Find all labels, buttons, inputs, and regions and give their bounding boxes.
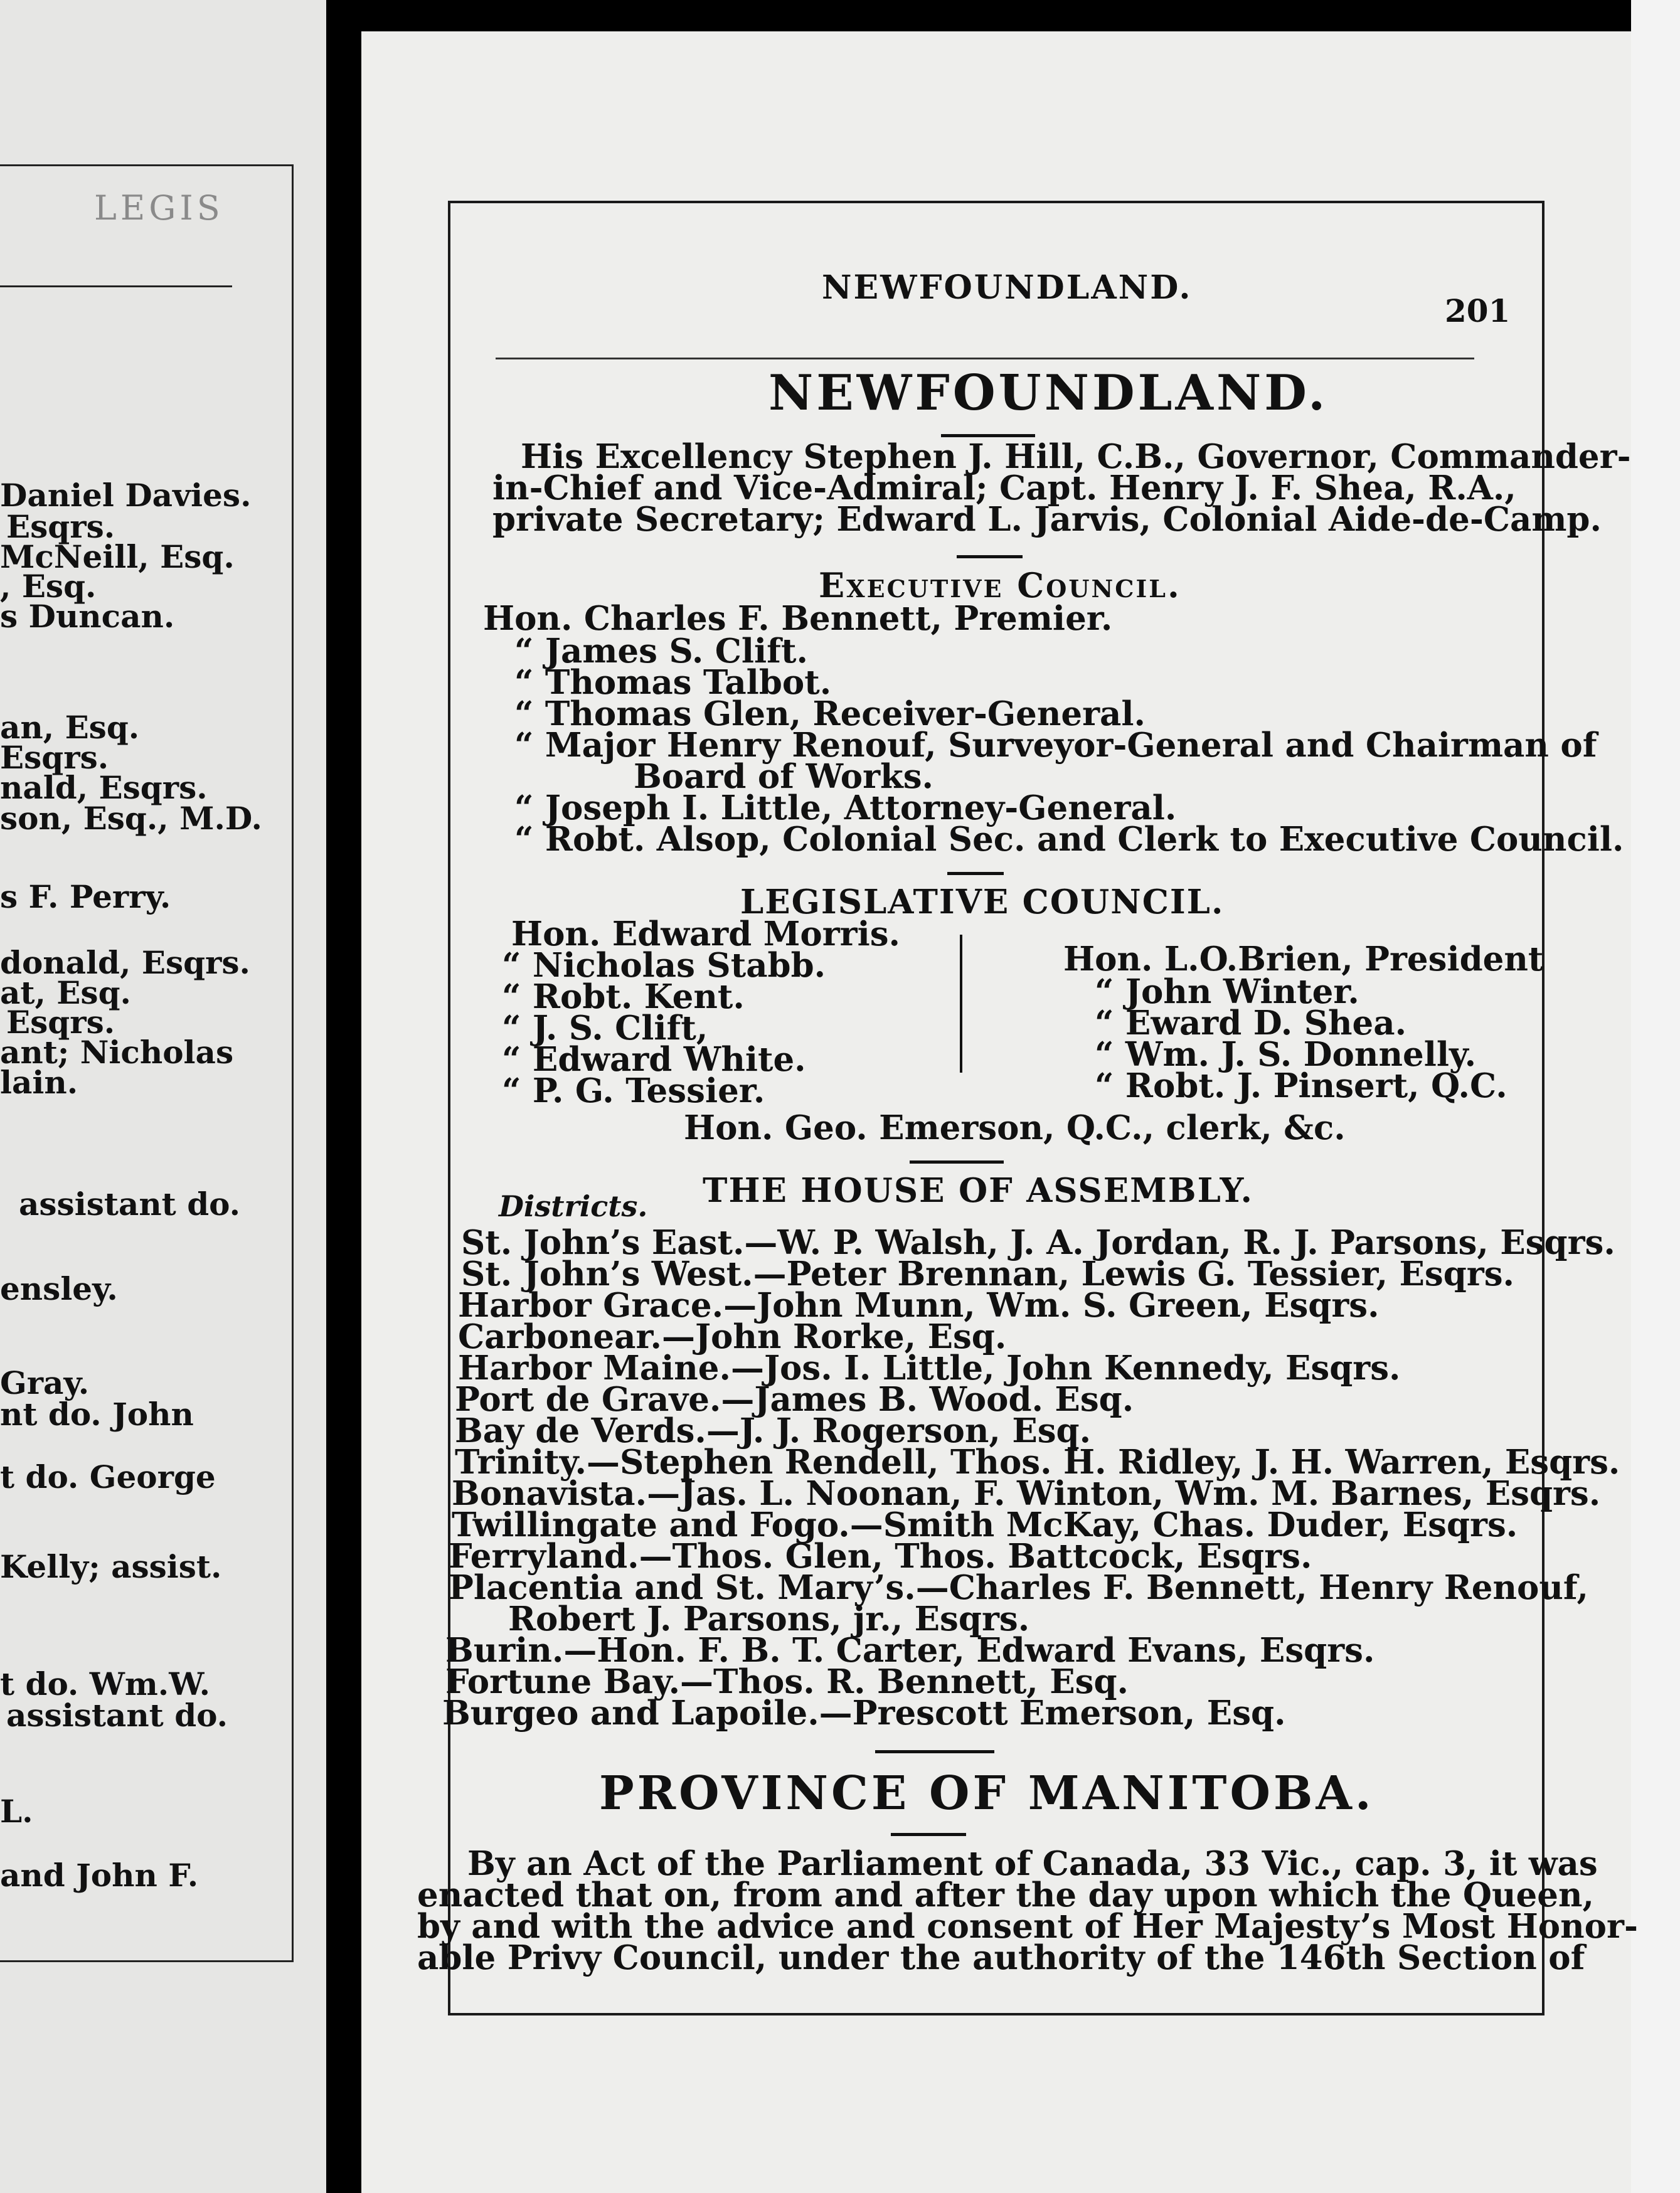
left-line: , Esq.: [0, 568, 97, 605]
book-gutter: [326, 0, 364, 2193]
left-line: son, Esq., M.D.: [0, 800, 262, 837]
manitoba-text-line: By an Act of the Parliament of Canada, 33 Vic., cap. 3, it was: [467, 1844, 1598, 1883]
district-line: Bonavista.—Jas. L. Noonan, F. Winton, Wm. M. Barnes, Esqrs.: [452, 1474, 1601, 1513]
left-line: s Duncan.: [0, 598, 175, 635]
district-line: Robert J. Parsons, jr., Esqrs.: [508, 1600, 1030, 1638]
left-line: McNeill, Esq.: [0, 538, 235, 575]
legislative-right-line: “ Robt. J. Pinsert, Q.C.: [1095, 1066, 1507, 1105]
section-rule: [947, 872, 1004, 875]
section-rule: [891, 1833, 966, 1836]
executive-line: Board of Works.: [634, 757, 934, 796]
district-line: Trinity.—Stephen Rendell, Thos. H. Ridley, J. H. Warren, Esqrs.: [455, 1443, 1620, 1482]
legislative-left-line: “ Edward White.: [502, 1040, 806, 1079]
left-line: nald, Esqrs.: [0, 769, 208, 806]
district-line: Carbonear.—John Rorke, Esq.: [458, 1317, 1007, 1356]
executive-line: “ Robt. Alsop, Colonial Sec. and Clerk to Executive Council.: [514, 820, 1624, 859]
running-head: NEWFOUNDLAND.: [822, 268, 1193, 307]
manitoba-title: PROVINCE OF MANITOBA.: [599, 1766, 1374, 1820]
legislative-left-line: “ P. G. Tessier.: [502, 1071, 765, 1110]
executive-line: “ Joseph I. Little, Attorney-General.: [514, 789, 1177, 827]
left-line: Esqrs.: [6, 1004, 115, 1041]
legislative-right-line: “ John Winter.: [1095, 972, 1359, 1011]
column-divider: [960, 935, 962, 1073]
executive-line: “ Major Henry Renouf, Surveyor-General and Chairman of: [514, 726, 1597, 765]
left-line: t do. Wm.W.: [0, 1665, 210, 1702]
legislative-left-line: “ J. S. Clift,: [502, 1009, 708, 1048]
district-line: Burgeo and Lapoile.—Prescott Emerson, Esq.: [442, 1694, 1286, 1733]
district-line: Bay de Verds.—J. J. Rogerson, Esq.: [455, 1411, 1092, 1450]
legislative-left-line: Hon. Edward Morris.: [511, 915, 901, 953]
left-line: Esqrs.: [6, 508, 115, 545]
governor-line: in-Chief and Vice-Admiral; Capt. Henry J. F. Shea, R.A.,: [492, 469, 1516, 507]
district-line: Fortune Bay.—Thos. R. Bennett, Esq.: [445, 1662, 1129, 1701]
legislative-right-line: “ Eward D. Shea.: [1095, 1004, 1407, 1043]
left-page-rule: [0, 285, 232, 287]
left-page-header: LEGIS: [94, 188, 224, 228]
left-line: ensley.: [0, 1270, 118, 1307]
left-line: L.: [0, 1793, 33, 1830]
district-line: Harbor Grace.—John Munn, Wm. S. Green, Esqrs.: [458, 1286, 1380, 1325]
district-line: St. John’s East.—W. P. Walsh, J. A. Jordan, R. J. Parsons, Esqrs.: [461, 1223, 1615, 1262]
left-line: Esqrs.: [0, 739, 109, 776]
header-rule: [496, 358, 1474, 359]
page-edge: [1631, 0, 1680, 2193]
district-line: Burin.—Hon. F. B. T. Carter, Edward Evans, Esqrs.: [445, 1631, 1375, 1670]
executive-line: “ James S. Clift.: [514, 632, 808, 671]
left-line: Gray.: [0, 1364, 90, 1401]
left-line: at, Esq.: [0, 974, 131, 1011]
executive-line: Hon. Charles F. Bennett, Premier.: [483, 599, 1113, 638]
legislative-clerk: Hon. Geo. Emerson, Q.C., clerk, &c.: [684, 1108, 1346, 1147]
legislative-left-line: “ Nicholas Stabb.: [502, 946, 826, 985]
legislative-council-heading: LEGISLATIVE COUNCIL.: [740, 883, 1225, 921]
manitoba-text-line: by and with the advice and consent of Her Majesty’s Most Honor-: [417, 1907, 1638, 1946]
manitoba-text-line: enacted that on, from and after the day upon which the Queen,: [417, 1876, 1594, 1914]
section-rule: [957, 555, 1023, 558]
executive-line: “ Thomas Talbot.: [514, 663, 832, 702]
legislative-right-line: Hon. L.O.Brien, President: [1063, 940, 1544, 979]
district-line: Placentia and St. Mary’s.—Charles F. Bennett, Henry Renouf,: [449, 1568, 1588, 1607]
executive-council-heading: Executive Council.: [819, 565, 1181, 605]
left-line: assistant do.: [19, 1186, 241, 1223]
page-number: 201: [1445, 292, 1511, 329]
section-rule: [875, 1750, 994, 1753]
left-page: [0, 0, 326, 2193]
manitoba-text-line: able Privy Council, under the authority of the 146th Section of: [417, 1938, 1585, 1977]
left-line: assistant do.: [6, 1697, 228, 1734]
left-line: Kelly; assist.: [0, 1548, 222, 1585]
legislative-left-line: “ Robt. Kent.: [502, 977, 745, 1016]
executive-line: “ Thomas Glen, Receiver-General.: [514, 694, 1146, 733]
district-line: Port de Grave.—James B. Wood. Esq.: [455, 1380, 1134, 1419]
left-line: an, Esq.: [0, 709, 140, 746]
district-line: Twillingate and Fogo.—Smith McKay, Chas. Duder, Esqrs.: [452, 1505, 1518, 1544]
house-of-assembly-heading: THE HOUSE OF ASSEMBLY.: [703, 1171, 1253, 1210]
governor-line: private Secretary; Edward L. Jarvis, Colonial Aide-de-Camp.: [492, 500, 1602, 539]
left-line: ant; Nicholas: [0, 1034, 234, 1071]
section-rule: [910, 1160, 1004, 1164]
left-line: donald, Esqrs.: [0, 944, 250, 981]
governor-line: His Excellency Stephen J. Hill, C.B., Governor, Commander-: [521, 437, 1631, 476]
district-line: Ferryland.—Thos. Glen, Thos. Battcock, Esqrs.: [449, 1537, 1312, 1576]
district-line: St. John’s West.—Peter Brennan, Lewis G. Tessier, Esqrs.: [461, 1255, 1514, 1293]
left-line: and John F.: [0, 1857, 199, 1894]
left-line: nt do. John: [0, 1396, 194, 1433]
page-title: NEWFOUNDLAND.: [768, 364, 1329, 422]
left-line: s F. Perry.: [0, 878, 171, 915]
left-line: lain.: [0, 1064, 78, 1101]
left-line: t do. George: [0, 1458, 216, 1495]
legislative-right-line: “ Wm. J. S. Donnelly.: [1095, 1035, 1477, 1074]
left-line: Daniel Davies.: [0, 477, 252, 514]
districts-label: Districts.: [499, 1189, 648, 1223]
district-line: Harbor Maine.—Jos. I. Little, John Kennedy, Esqrs.: [458, 1349, 1401, 1388]
